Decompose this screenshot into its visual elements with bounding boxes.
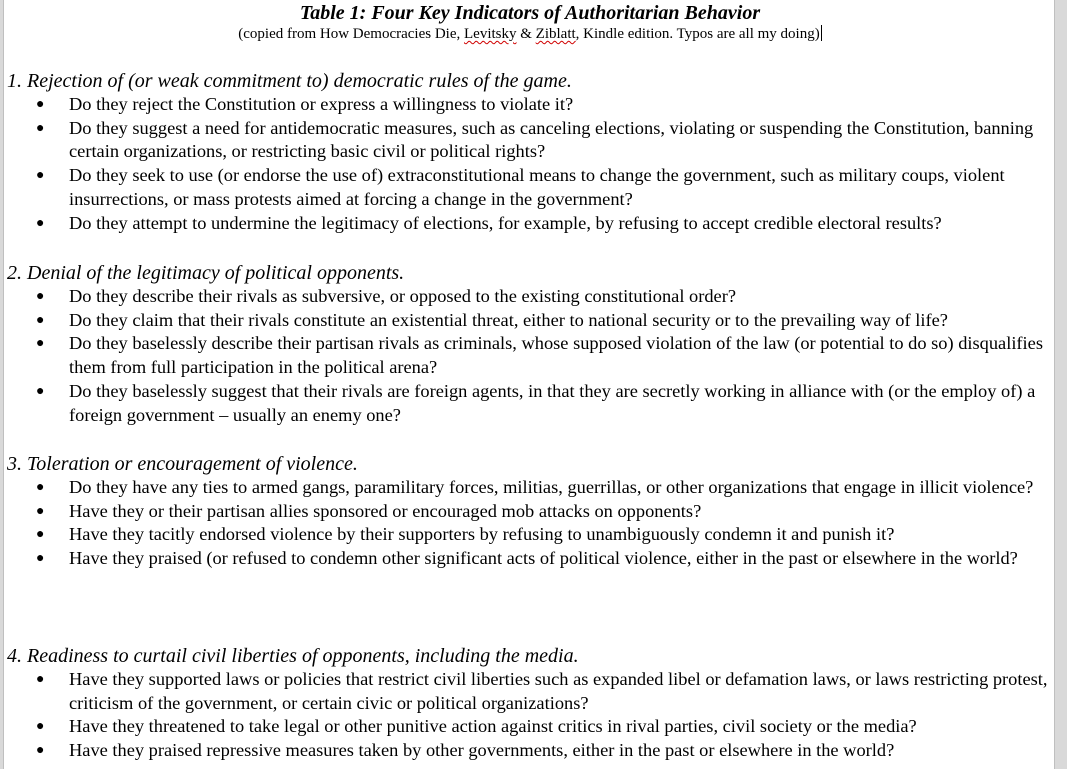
list-item bbox=[4, 93, 1056, 117]
bullet-icon: ● bbox=[36, 672, 45, 687]
subtitle-author-levitsky: Levitsky bbox=[464, 26, 517, 42]
list-item-text: Do they seek to use (or endorse the use of) extraconstitutional means to change the government, such as military coups, violent insurrections, or mass protests aimed at forcing a change in the government? bbox=[69, 165, 1005, 209]
bullet-icon: ● bbox=[36, 719, 45, 735]
bullet-list bbox=[4, 285, 1056, 427]
bullet-icon: ● bbox=[36, 527, 45, 543]
list-item bbox=[4, 547, 1056, 571]
bullet-icon: ● bbox=[36, 551, 45, 567]
text-cursor bbox=[821, 25, 822, 41]
list-item-text: Do they baselessly suggest that their rivals are foreign agents, in that they are secretly working in alliance with (or the employ of) a foreign government – usually an enemy one? bbox=[69, 380, 1036, 425]
bullet-icon: ● bbox=[36, 480, 45, 495]
bullet-icon: ● bbox=[36, 97, 45, 112]
list-item bbox=[4, 715, 1056, 739]
list-item bbox=[4, 212, 1056, 236]
list-item bbox=[4, 739, 1056, 763]
list-item bbox=[4, 668, 1056, 715]
bullet-icon: ● bbox=[36, 743, 45, 759]
section-heading: 1. Rejection of (or weak commitment to) democratic rules of the game. bbox=[7, 70, 572, 92]
list-item-text: Have they supported laws or policies that restrict civil liberties such as expanded libel or defamation laws, or laws restricting protest, criticism of the government, or certain civic or political organizations? bbox=[69, 669, 1048, 713]
list-item bbox=[4, 476, 1056, 500]
section-heading: 2. Denial of the legitimacy of political opponents. bbox=[7, 262, 405, 284]
list-item bbox=[4, 164, 1056, 211]
list-item-text: Do they claim that their rivals constitute an existential threat, either to national security or to the prevailing way of life? bbox=[69, 309, 948, 330]
bullet-icon: ● bbox=[36, 503, 45, 519]
bullet-icon: ● bbox=[36, 312, 45, 328]
bullet-icon: ● bbox=[36, 289, 45, 304]
list-item bbox=[4, 332, 1056, 379]
section-heading: 4. Readiness to curtail civil liberties of opponents, including the media. bbox=[7, 645, 579, 667]
section-2 bbox=[4, 261, 1056, 427]
list-item-text: Do they baselessly describe their partisan rivals as criminals, whose supposed violation of the law (or potential to do so) disqualifies them from full participation in the political arena? bbox=[69, 333, 1043, 378]
list-item-text: Have they threatened to take legal or other punitive action against critics in rival parties, civil society or the media? bbox=[69, 716, 917, 737]
subtitle-suffix: , Kindle edition. Typos are all my doing) bbox=[575, 26, 820, 42]
list-item bbox=[4, 285, 1056, 309]
list-item bbox=[4, 117, 1056, 164]
subtitle-ampersand: & bbox=[516, 26, 536, 42]
list-item-text: Do they attempt to undermine the legitimacy of elections, for example, by refusing to accept credible electoral results? bbox=[69, 212, 942, 233]
subtitle-author-ziblatt: Ziblatt bbox=[535, 26, 576, 42]
bullet-list bbox=[4, 668, 1056, 763]
list-item bbox=[4, 309, 1056, 333]
list-item-text: Have they praised repressive measures taken by other governments, either in the past or elsewhere in the world? bbox=[69, 740, 895, 761]
document-title: Table 1: Four Key Indicators of Authoritarian Behavior bbox=[299, 2, 761, 24]
list-item-text: Have they praised (or refused to condemn other significant acts of political violence, either in the past or elsewhere in the world? bbox=[69, 548, 1018, 569]
bullet-icon: ● bbox=[36, 336, 45, 352]
bullet-icon: ● bbox=[36, 120, 45, 136]
list-item-text: Have they tacitly endorsed violence by their supporters by refusing to unambiguously condemn it and punish it? bbox=[69, 524, 895, 545]
list-item-text: Do they reject the Constitution or express a willingness to violate it? bbox=[69, 94, 574, 114]
list-item bbox=[4, 523, 1056, 547]
bullet-icon: ● bbox=[36, 215, 45, 231]
list-item-text: Do they suggest a need for antidemocratic measures, such as canceling elections, violating or suspending the Constitution, banning certain organizations, or restricting basic civil or political rights? bbox=[69, 117, 1034, 162]
list-item bbox=[4, 380, 1056, 427]
bullet-icon: ● bbox=[36, 383, 45, 399]
list-item bbox=[4, 500, 1056, 524]
bullet-list bbox=[4, 476, 1056, 571]
bullet-icon: ● bbox=[36, 168, 45, 184]
section-3 bbox=[4, 452, 1056, 571]
section-1 bbox=[4, 69, 1056, 235]
section-heading: 3. Toleration or encouragement of violence. bbox=[7, 453, 358, 475]
document-subtitle bbox=[4, 25, 1056, 44]
subtitle-prefix: (copied from How Democracies Die, bbox=[238, 26, 464, 42]
list-item-text: Do they describe their rivals as subversive, or opposed to the existing constitutional order? bbox=[69, 286, 737, 306]
list-item-text: Have they or their partisan allies sponsored or encouraged mob attacks on opponents? bbox=[69, 500, 702, 521]
section-4 bbox=[4, 644, 1056, 763]
list-item-text: Do they have any ties to armed gangs, paramilitary forces, militias, guerrillas, or other organizations that engage in illicit violence? bbox=[69, 477, 1034, 497]
bullet-list bbox=[4, 93, 1056, 235]
document-page[interactable] bbox=[3, 0, 1055, 769]
